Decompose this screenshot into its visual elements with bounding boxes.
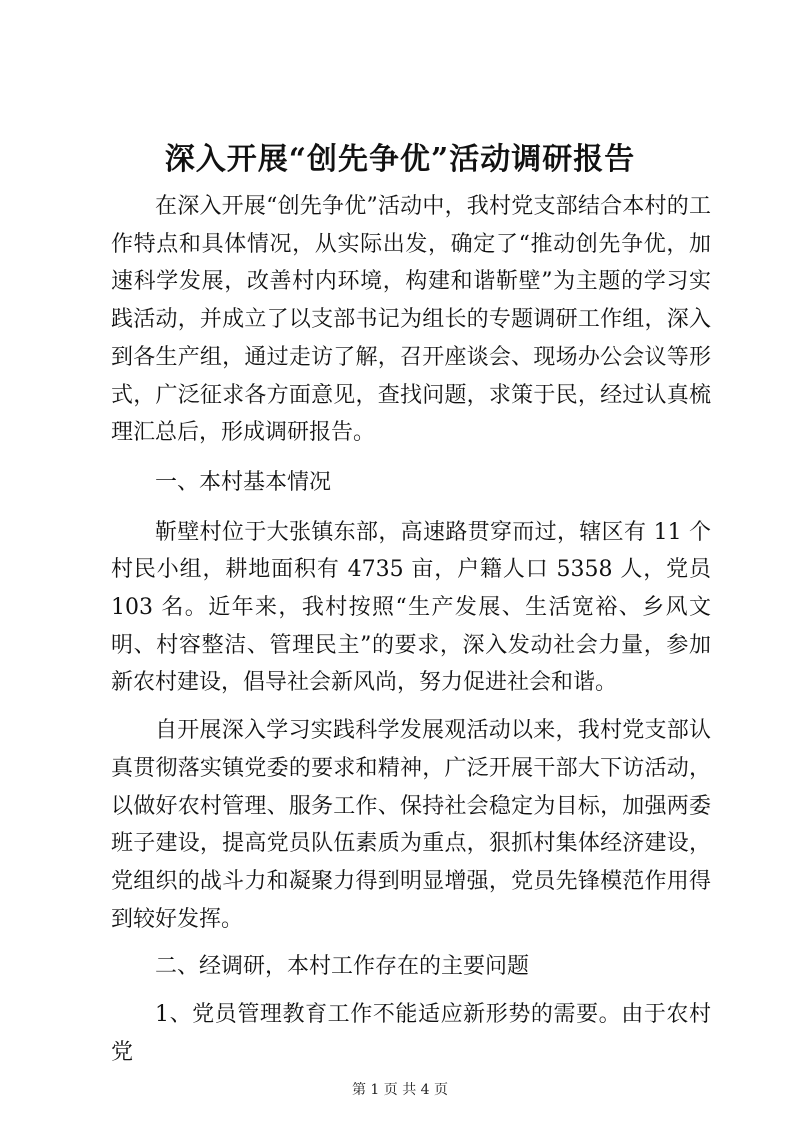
- paragraph-party-work: 自开展深入学习实践科学发展观活动以来，我村党支部认真贯彻落实镇党委的要求和精神，广泛开展干部大下访活动，以做好农村管理、服务工作、保持社会稳定为目标，加强两委班子建设，提高党员队伍素质为重点，狠抓村集体经济建设，党组织的战斗力和凝聚力得到明显增强，党员先锋模范作用得到较好发挥。: [111, 718, 711, 932]
- document-title: 深入开展“创先争优”活动调研报告: [164, 142, 636, 177]
- paragraph-intro: 在深入开展“创先争优”活动中，我村党支部结合本村的工作特点和具体情况，从实际出发，确定了“推动创先争优，加速科学发展，改善村内环境，构建和谐靳壁”为主题的学习实践活动，并成立了以支部书记为组长的专题调研工作组，深入到各生产组，通过走访了解，召开座谈会、现场办公会议等形式，广泛征求各方面意见，查找问题，求策于民，经过认真梳理汇总后，形成调研报告。: [111, 194, 711, 446]
- document-body: [111, 188, 711, 1071]
- section-heading-basic-situation: 一、本村基本情况: [155, 469, 332, 495]
- section-heading-main-problems: 二、经调研，本村工作存在的主要问题: [155, 954, 530, 980]
- paragraph-village-overview: 靳壁村位于大张镇东部，高速路贯穿而过，辖区有 11 个村民小组，耕地面积有 4735 亩，户籍人口 5358 人，党员 103 名。近年来，我村按照“生产发展、生活宽裕、乡风文明、村容整洁、管理民主”的要求，深入发动社会力量，参加新农村建设，倡导社会新风尚，努力促进社会和谐。: [111, 519, 711, 696]
- paragraph-problem-1: 1、党员管理教育工作不能适应新形势的需要。由于农村党: [111, 1002, 711, 1065]
- page-footer: 第 1 页 共 4 页: [351, 1082, 449, 1098]
